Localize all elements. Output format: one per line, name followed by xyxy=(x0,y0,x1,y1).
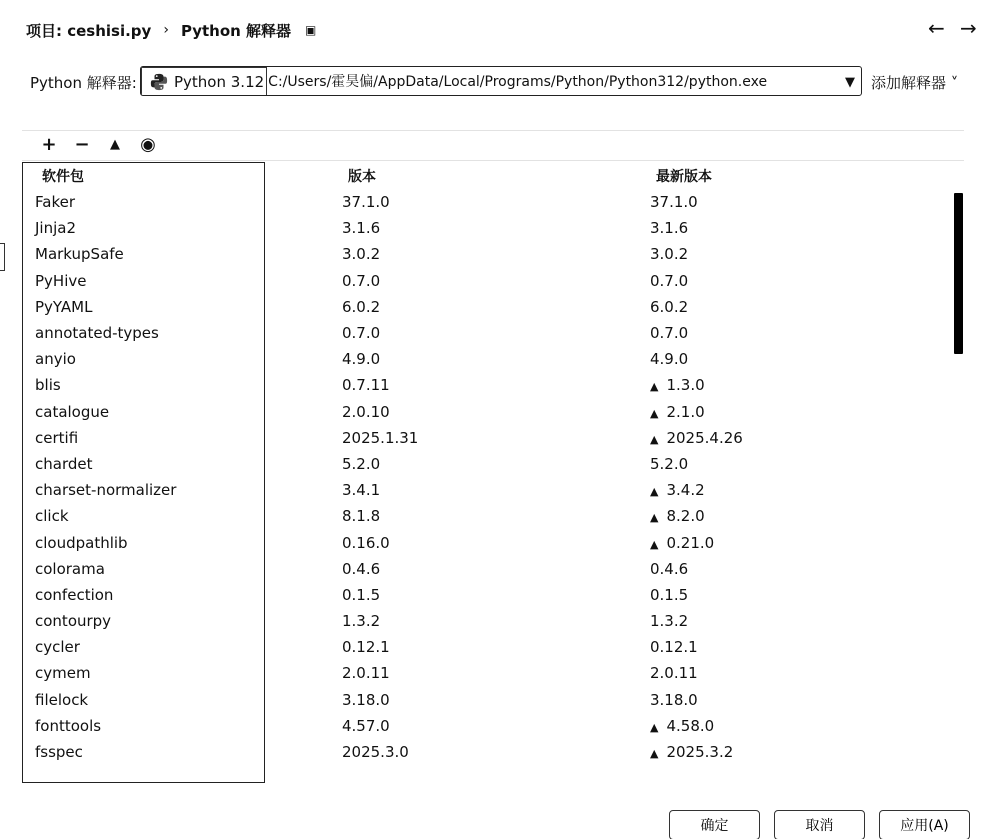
table-row[interactable] xyxy=(22,739,972,765)
page-title: Python 解释器 xyxy=(180,21,292,40)
table-row[interactable] xyxy=(22,425,972,451)
package-version: 2.0.10 xyxy=(342,402,390,421)
breadcrumb-project[interactable]: 项目: ceshisi.py xyxy=(26,21,152,40)
chevron-down-icon[interactable]: ▼ xyxy=(845,75,855,90)
package-latest-version xyxy=(650,664,950,682)
interpreter-version-chip xyxy=(141,67,267,96)
latest-version-label: 0.1.5 xyxy=(650,585,689,604)
table-row[interactable] xyxy=(22,713,972,739)
upgrade-available-icon: ▲ xyxy=(650,537,659,551)
latest-version-label: 4.58.0 xyxy=(666,716,715,735)
package-latest-version xyxy=(650,193,950,211)
latest-version-label: 2.1.0 xyxy=(666,402,705,421)
package-version: 1.3.2 xyxy=(342,612,381,631)
latest-version-label: 4.9.0 xyxy=(650,350,689,369)
breadcrumb xyxy=(26,20,316,40)
cancel-button[interactable]: 取消 xyxy=(774,810,865,839)
package-table xyxy=(22,163,972,765)
column-header-latest[interactable]: 最新版本 xyxy=(656,169,712,185)
latest-version-label: 6.0.2 xyxy=(650,297,689,316)
package-latest-version xyxy=(650,638,950,656)
ok-button[interactable]: 确定 xyxy=(669,810,760,839)
package-name: fsspec xyxy=(35,743,83,762)
package-version: 3.0.2 xyxy=(342,245,381,264)
package-version: 0.1.5 xyxy=(342,585,381,604)
package-name: cymem xyxy=(35,664,91,683)
package-version: 0.12.1 xyxy=(342,638,390,657)
interpreter-dropdown[interactable] xyxy=(140,66,862,96)
latest-version-label: 1.3.0 xyxy=(666,376,705,395)
package-latest-version xyxy=(650,691,950,709)
package-name: confection xyxy=(35,585,114,604)
package-latest-version xyxy=(650,403,950,421)
table-row[interactable] xyxy=(22,372,972,398)
package-name: MarkupSafe xyxy=(35,245,124,264)
latest-version-label: 37.1.0 xyxy=(650,193,698,212)
table-row[interactable] xyxy=(22,241,972,267)
package-latest-version xyxy=(650,560,950,578)
remove-package-icon[interactable]: − xyxy=(74,134,90,155)
upgrade-available-icon: ▲ xyxy=(650,747,659,761)
package-latest-version xyxy=(650,429,950,447)
latest-version-label: 2025.3.2 xyxy=(666,743,734,762)
package-name: cycler xyxy=(35,638,80,657)
package-name: annotated-types xyxy=(35,324,159,343)
package-version: 3.4.1 xyxy=(342,481,381,500)
python-logo-icon xyxy=(150,73,168,91)
package-version: 2025.3.0 xyxy=(342,743,409,762)
package-latest-version xyxy=(650,481,950,499)
package-latest-version xyxy=(650,455,950,473)
table-row[interactable] xyxy=(22,451,972,477)
table-row[interactable] xyxy=(22,189,972,215)
package-latest-version xyxy=(650,612,950,630)
latest-version-label: 0.7.0 xyxy=(650,271,689,290)
pin-icon[interactable]: ▣ xyxy=(305,23,317,37)
package-name: contourpy xyxy=(35,612,112,631)
upgrade-available-icon: ▲ xyxy=(650,485,659,499)
upgrade-available-icon: ▲ xyxy=(650,432,659,446)
table-row[interactable] xyxy=(22,346,972,372)
latest-version-label: 8.2.0 xyxy=(666,507,705,526)
table-row[interactable] xyxy=(22,477,972,503)
add-package-icon[interactable]: + xyxy=(41,134,57,155)
package-name: chardet xyxy=(35,454,93,473)
package-name: click xyxy=(35,507,69,526)
table-row[interactable] xyxy=(22,529,972,555)
upgrade-available-icon: ▲ xyxy=(650,380,659,394)
package-version: 4.9.0 xyxy=(342,350,381,369)
forward-arrow-icon[interactable]: → xyxy=(960,16,977,40)
latest-version-label: 0.12.1 xyxy=(650,638,698,657)
package-latest-version xyxy=(650,350,950,368)
interpreter-path: C:/Users/霍昊偏/AppData/Local/Programs/Python/Python312/python.exe xyxy=(268,74,768,90)
table-row[interactable] xyxy=(22,268,972,294)
package-name: filelock xyxy=(35,690,89,709)
package-name: charset-normalizer xyxy=(35,481,177,500)
package-latest-version xyxy=(650,507,950,525)
package-version: 2.0.11 xyxy=(342,664,390,683)
package-name: PyHive xyxy=(35,271,87,290)
table-row[interactable] xyxy=(22,582,972,608)
table-row[interactable] xyxy=(22,634,972,660)
table-row[interactable] xyxy=(22,399,972,425)
latest-version-label: 3.18.0 xyxy=(650,690,698,709)
package-latest-version xyxy=(650,272,950,290)
package-version: 4.57.0 xyxy=(342,716,390,735)
package-name: blis xyxy=(35,376,61,395)
package-version: 3.1.6 xyxy=(342,219,381,238)
vertical-scrollbar-thumb[interactable] xyxy=(954,193,963,354)
column-header-version[interactable]: 版本 xyxy=(348,169,376,185)
table-row[interactable] xyxy=(22,215,972,241)
latest-version-label: 1.3.2 xyxy=(650,612,689,631)
package-toolbar xyxy=(38,134,170,156)
interpreter-label: Python 解释器: xyxy=(30,74,137,92)
latest-version-label: 0.21.0 xyxy=(666,533,715,552)
package-version: 2025.1.31 xyxy=(342,428,419,447)
upgrade-available-icon: ▲ xyxy=(650,720,659,734)
latest-version-label: 2.0.11 xyxy=(650,664,698,683)
table-row[interactable] xyxy=(22,503,972,529)
table-row[interactable] xyxy=(22,660,972,686)
package-version: 3.18.0 xyxy=(342,690,390,709)
table-row[interactable] xyxy=(22,320,972,346)
package-name: anyio xyxy=(35,350,76,369)
package-name: Faker xyxy=(35,193,75,212)
table-body xyxy=(22,189,972,765)
eye-icon[interactable]: ◉ xyxy=(140,134,156,155)
package-version: 5.2.0 xyxy=(342,454,381,473)
package-version: 0.4.6 xyxy=(342,559,381,578)
package-version: 0.7.11 xyxy=(342,376,390,395)
package-name: catalogue xyxy=(35,402,110,421)
package-name: fonttools xyxy=(35,716,102,735)
package-latest-version xyxy=(650,586,950,604)
latest-version-label: 2025.4.26 xyxy=(666,428,743,447)
breadcrumb-separator: › xyxy=(163,22,169,38)
add-interpreter-link[interactable]: 添加解释器 ˅ xyxy=(871,74,959,92)
package-latest-version xyxy=(650,324,950,342)
package-name: certifi xyxy=(35,428,79,447)
upgrade-available-icon: ▲ xyxy=(650,511,659,525)
latest-version-label: 3.0.2 xyxy=(650,245,689,264)
column-header-package[interactable]: 软件包 xyxy=(42,169,84,185)
package-version: 0.7.0 xyxy=(342,324,381,343)
latest-version-label: 3.1.6 xyxy=(650,219,689,238)
table-row[interactable] xyxy=(22,608,972,634)
package-version: 0.7.0 xyxy=(342,271,381,290)
toolbar-divider-bottom xyxy=(22,160,964,161)
table-row[interactable] xyxy=(22,294,972,320)
upgrade-package-icon[interactable]: ▲ xyxy=(110,137,120,152)
interpreter-version: Python 3.12 xyxy=(174,73,265,91)
package-version: 0.16.0 xyxy=(342,533,390,552)
package-latest-version xyxy=(650,219,950,237)
side-panel-edge xyxy=(0,243,5,271)
package-version: 8.1.8 xyxy=(342,507,381,526)
upgrade-available-icon: ▲ xyxy=(650,406,659,420)
apply-button[interactable]: 应用(A) xyxy=(879,810,970,839)
package-latest-version xyxy=(650,743,950,761)
package-latest-version xyxy=(650,534,950,552)
package-latest-version xyxy=(650,298,950,316)
back-arrow-icon[interactable]: ← xyxy=(928,16,945,40)
latest-version-label: 0.7.0 xyxy=(650,324,689,343)
latest-version-label: 5.2.0 xyxy=(650,454,689,473)
table-row[interactable] xyxy=(22,556,972,582)
package-latest-version xyxy=(650,245,950,263)
toolbar-divider-top xyxy=(22,130,964,131)
package-name: cloudpathlib xyxy=(35,533,128,552)
latest-version-label: 3.4.2 xyxy=(666,481,705,500)
package-latest-version xyxy=(650,376,950,394)
table-header xyxy=(22,163,972,189)
package-name: Jinja2 xyxy=(35,219,77,238)
package-version: 37.1.0 xyxy=(342,193,390,212)
package-version: 6.0.2 xyxy=(342,297,381,316)
table-row[interactable] xyxy=(22,687,972,713)
package-latest-version xyxy=(650,717,950,735)
latest-version-label: 0.4.6 xyxy=(650,559,689,578)
package-name: colorama xyxy=(35,559,105,578)
package-name: PyYAML xyxy=(35,297,93,316)
